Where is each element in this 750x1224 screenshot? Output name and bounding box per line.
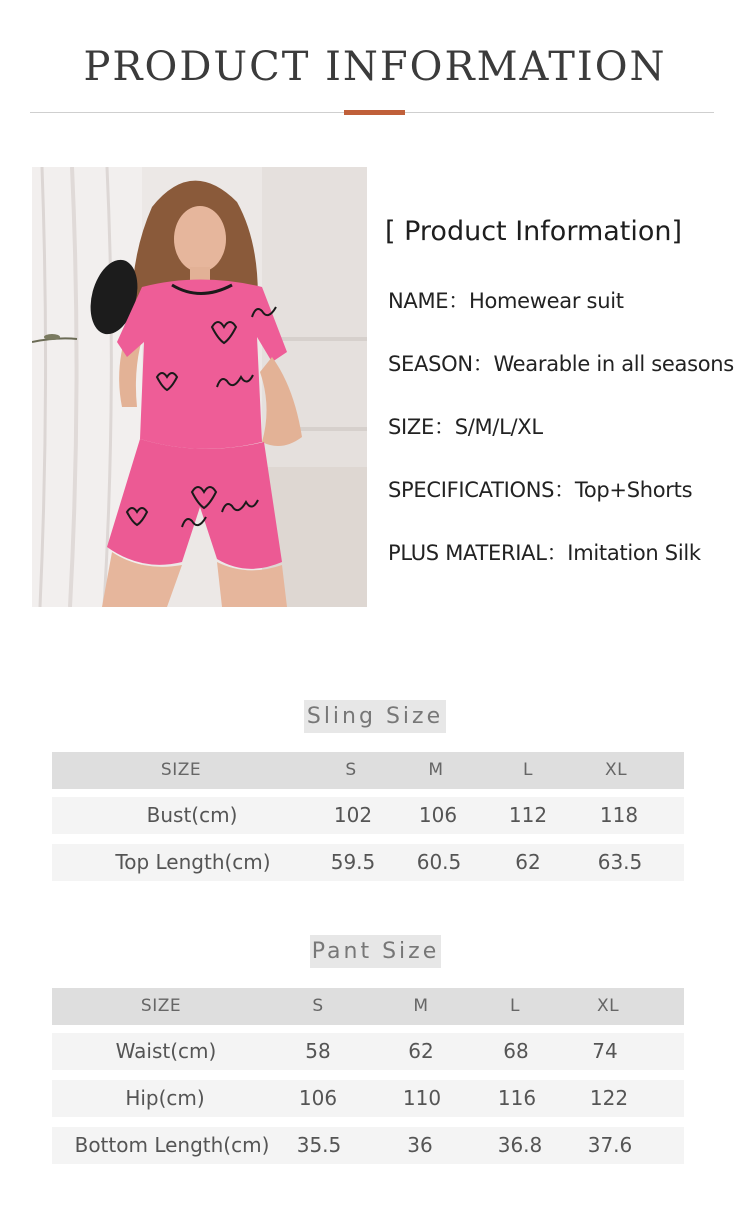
table-cell: 37.6 [587,1133,633,1157]
table-cell: 106 [298,1086,338,1110]
row-label: Bust(cm) [146,803,238,827]
info-row-specifications [388,474,692,504]
title-accent-bar [344,110,405,115]
column-header: XL [604,760,628,780]
info-key: NAME： [388,289,469,313]
column-header: SIZE [140,996,182,1016]
info-key: SPECIFICATIONS： [388,478,575,502]
table-row [52,797,684,834]
info-value: Imitation Silk [567,541,701,565]
table-cell: 35.5 [296,1133,342,1157]
row-label: Hip(cm) [125,1086,205,1110]
table-cell: 59.5 [330,850,376,874]
table-cell: 36 [407,1133,433,1157]
row-label: Bottom Length(cm) [74,1133,270,1157]
info-row-material [388,537,701,567]
info-row-season [388,348,734,378]
table-cell: 36.8 [497,1133,543,1157]
table-cell: 58 [305,1039,331,1063]
table-cell: 62 [515,850,541,874]
table-cell: 60.5 [416,850,462,874]
table-cell: 62 [408,1039,434,1063]
column-header: L [510,996,520,1016]
table-row [52,1033,684,1070]
column-header: XL [596,996,620,1016]
table-row [52,844,684,881]
column-header: S [345,760,357,780]
table-cell: 112 [508,803,548,827]
table-header-row [52,752,684,789]
column-header: M [413,996,429,1016]
table-cell: 116 [497,1086,537,1110]
info-key: SIZE： [388,415,455,439]
info-value: S/M/L/XL [454,415,543,439]
table-cell: 74 [592,1039,618,1063]
column-header: S [312,996,324,1016]
table-cell: 118 [599,803,639,827]
table-cell: 63.5 [597,850,643,874]
table-cell: 106 [418,803,458,827]
info-key: SEASON： [388,352,494,376]
info-value: Top+Shorts [574,478,693,502]
table-header-row [52,988,684,1025]
table-cell: 102 [333,803,373,827]
info-value: Homewear suit [468,289,624,313]
table-row [52,1080,684,1117]
row-label: Waist(cm) [115,1039,217,1063]
pant-size-title: Pant Size [310,935,441,968]
page-title: PRODUCT INFORMATION [83,44,667,90]
row-label: Top Length(cm) [115,850,271,874]
column-header: SIZE [160,760,202,780]
table-cell: 68 [503,1039,529,1063]
sling-size-title: Sling Size [304,700,446,733]
info-key: PLUS MATERIAL： [388,541,568,565]
table-cell: 122 [589,1086,629,1110]
info-row-name [388,285,624,315]
column-header: L [523,760,533,780]
product-photo [32,167,367,607]
column-header: M [428,760,444,780]
table-cell: 110 [402,1086,442,1110]
info-row-size [388,411,543,441]
info-value: Wearable in all seasons [493,352,734,376]
info-heading: [ Product Information] [385,216,683,247]
table-row [52,1127,684,1164]
